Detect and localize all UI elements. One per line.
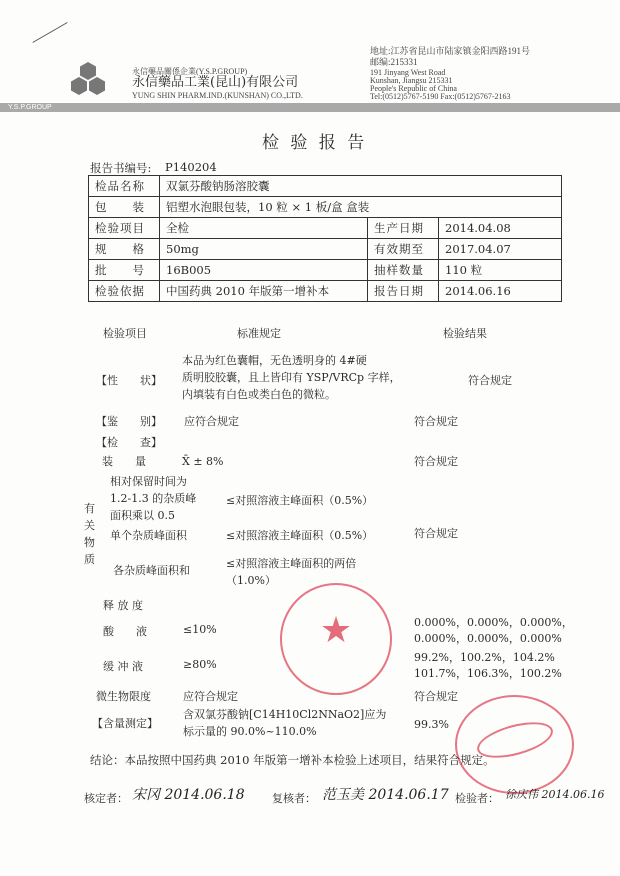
result-assay: 99.3% [414, 718, 449, 731]
item-rel2: 单个杂质峰面积 [110, 529, 187, 542]
result-acid-line: 0.000%，0.000%，0.000%， [414, 616, 573, 629]
address-en-3: People's Republic of China [370, 84, 457, 93]
page-title: 检 验 报 告 [262, 133, 368, 153]
reviewer-signature: 范玉美 2014.06.17 [322, 787, 449, 803]
std-micro: 应符合规定 [183, 690, 238, 703]
std-rel1: ≤对照溶液主峰面积（0.5%） [226, 494, 374, 507]
related-substances-label: 有关物质 [84, 502, 95, 566]
std-identify: 应符合规定 [184, 415, 239, 428]
company-logo [68, 62, 108, 100]
approver-label: 核定者： [84, 792, 128, 805]
pen-mark [32, 22, 67, 43]
result-fill: 符合规定 [414, 455, 458, 468]
item-buffer: 缓 冲 液 [103, 660, 143, 673]
std-assay-line: 标示量的 90.0%~110.0% [183, 725, 317, 738]
header-bar [0, 103, 620, 112]
item-release: 释 放 度 [103, 599, 143, 612]
label-qty: 抽样数量 [368, 260, 439, 281]
item-micro: 微生物限度 [96, 690, 151, 703]
col-result: 检验结果 [443, 327, 487, 340]
postcode: 邮编:215331 [370, 57, 418, 67]
item-check: 【检 查】 [96, 436, 162, 449]
inspector-label: 检验者： [455, 792, 499, 805]
result-buffer-line: 99.2%，100.2%，104.2% [414, 651, 555, 664]
exp-date: 2017.04.07 [439, 239, 562, 260]
item-fill: 装 量 [102, 455, 146, 468]
std-acid: ≤10% [183, 623, 217, 636]
result-acid-line: 0.000%，0.000%，0.000% [414, 632, 562, 645]
col-std: 标准规定 [237, 327, 281, 340]
label-item: 检验项目 [89, 218, 160, 239]
item-rel1 [110, 473, 196, 524]
mfg-date: 2014.04.08 [439, 218, 562, 239]
std-appearance [182, 352, 401, 403]
address-cn: 地址:江苏省昆山市陆家镇金阳西路191号 [370, 46, 531, 56]
label-basis: 检验依据 [89, 281, 160, 302]
sample-qty: 110 粒 [439, 260, 562, 281]
result-appearance: 符合规定 [468, 374, 512, 387]
std-assay-line: 含双氯芬酸钠[C14H10Cl2NNaO2]应为 [183, 708, 387, 721]
contact: Tel:(0512)5767-5190 Fax:(0512)5767-2163 [370, 92, 511, 101]
item-rel3: 各杂质峰面积和 [113, 564, 190, 577]
label-package: 包 装 [89, 197, 160, 218]
company-name-en: YUNG SHIN PHARM.IND.(KUNSHAN) CO.,LTD. [132, 91, 303, 100]
label-exp: 有效期至 [368, 239, 439, 260]
report-no: P140204 [165, 160, 217, 174]
report-no-label: 报告书编号: [90, 161, 152, 175]
result-rel2: 符合规定 [414, 527, 458, 540]
std-rel2: ≤对照溶液主峰面积（0.5%） [226, 529, 374, 542]
item-acid: 酸 液 [103, 625, 147, 638]
item-identify: 【鉴 别】 [96, 415, 162, 428]
result-identify: 符合规定 [414, 415, 458, 428]
item-appearance: 【性 状】 [96, 374, 162, 387]
header-bar-label: Y.S.P.GROUP [8, 104, 52, 111]
item-assay: 【含量测定】 [92, 717, 158, 730]
company-seal-stamp [280, 583, 392, 695]
std-assay [183, 706, 386, 740]
item-rel1-line: 面积乘以 0.5 [110, 509, 175, 522]
approver-signature: 宋冈 2014.06.18 [132, 787, 245, 803]
report-date: 2014.06.16 [439, 281, 562, 302]
item: 全检 [160, 218, 368, 239]
std-appearance-line: 内填装有白色或类白色的微粒。 [182, 388, 336, 401]
item-rel1-line: 相对保留时间为 [110, 475, 187, 488]
result-buffer-line: 101.7%，106.3%，100.2% [414, 667, 562, 680]
result-acid [414, 615, 573, 647]
label-spec: 规 格 [89, 239, 160, 260]
std-appearance-line: 本品为红色囊帽，无色透明身的 4#硬 [182, 354, 367, 367]
std-rel3-line: （1.0%） [226, 574, 276, 587]
std-fill: X̄ ± 8% [182, 455, 224, 468]
item-rel1-line: 1.2-1.3 的杂质峰 [110, 492, 197, 505]
result-buffer [414, 650, 562, 682]
std-appearance-line: 质明胶胶囊，且上皆印有 YSP/VRCp 字样， [182, 371, 401, 384]
address-en-2: Kunshan, Jiangsu 215331 [370, 76, 453, 85]
star-icon: ★ [319, 610, 353, 651]
inspector-signature: 徐庆伟 2014.06.16 [505, 788, 605, 801]
col-item: 检验项目 [103, 327, 147, 340]
group-name: 永信藥品關係企業(Y.S.P.GROUP) [132, 67, 248, 76]
address-en-1: 191 Jinyang West Road [370, 68, 446, 77]
spec: 50mg [160, 239, 368, 260]
company-name-cn: 永信藥品工業(昆山)有限公司 [132, 75, 299, 90]
label-report-date: 报告日期 [368, 281, 439, 302]
product-name: 双氯芬酸钠肠溶胶囊 [160, 176, 562, 197]
batch: 16B005 [160, 260, 368, 281]
basis: 中国药典 2010 年版第一增补本 [160, 281, 368, 302]
std-buffer: ≥80% [183, 658, 217, 671]
package: 铝塑水泡眼包装，10 粒 × 1 板/盒 盒装 [160, 197, 562, 218]
label-batch: 批 号 [89, 260, 160, 281]
conclusion: 结论：本品按照中国药典 2010 年版第一增补本检验上述项目，结果符合规定。 [90, 753, 495, 767]
label-name: 检品名称 [89, 176, 160, 197]
label-mfg: 生产日期 [368, 218, 439, 239]
info-table [88, 175, 562, 302]
result-micro: 符合规定 [414, 690, 458, 703]
std-rel3-line: ≤对照溶液主峰面积的两倍 [226, 557, 357, 570]
qc-seal-stamp [455, 695, 574, 794]
reviewer-label: 复核者： [272, 792, 316, 805]
